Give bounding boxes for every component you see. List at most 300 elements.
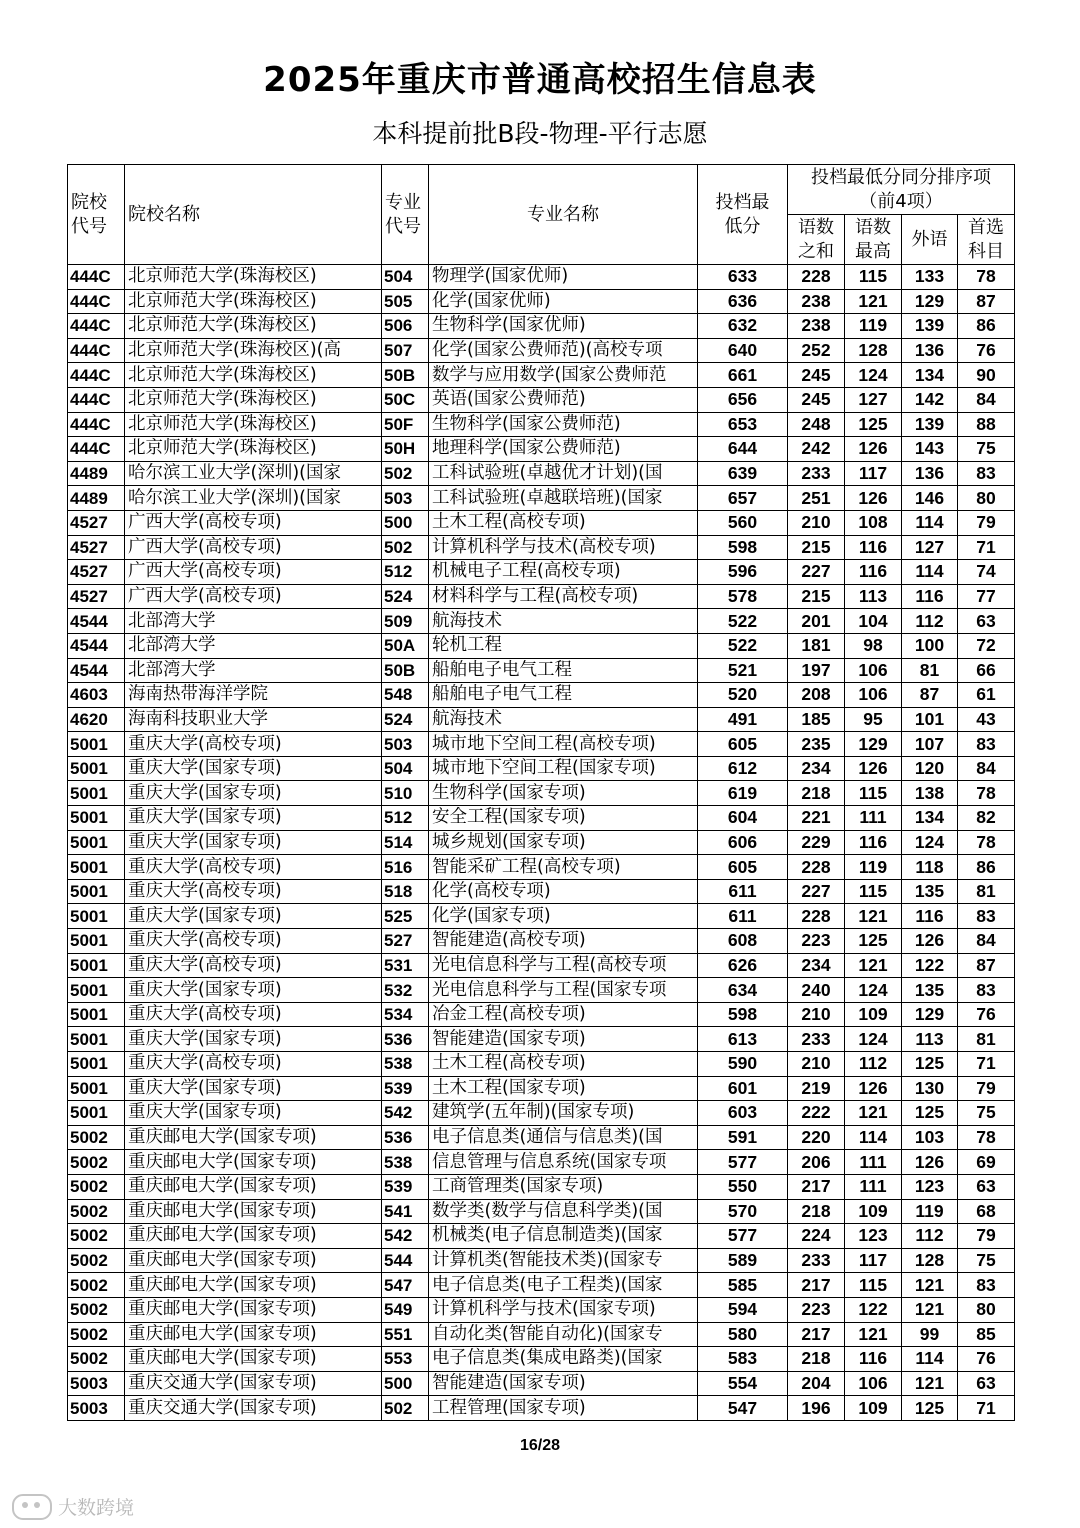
cell-chinese-math-sum: 224 [788, 1224, 845, 1249]
cell-major-name: 土木工程(高校专项) [429, 510, 698, 535]
cell-min-score: 619 [698, 781, 788, 806]
cell-school-code: 5002 [68, 1224, 125, 1249]
cell-school-code: 444C [68, 338, 125, 363]
cell-school-name: 哈尔滨工业大学(深圳)(国家 [125, 461, 382, 486]
cell-major-name: 机械类(电子信息制造类)(国家 [429, 1224, 698, 1249]
cell-first-subject: 87 [958, 953, 1015, 978]
cell-major-name: 城市地下空间工程(国家专项) [429, 756, 698, 781]
cell-first-subject: 86 [958, 314, 1015, 339]
cell-major-code: 524 [382, 584, 429, 609]
cell-foreign-language: 136 [902, 338, 958, 363]
cell-min-score: 653 [698, 412, 788, 437]
cell-major-name: 城市地下空间工程(高校专项) [429, 732, 698, 757]
brand-watermark [12, 1493, 134, 1520]
cell-chinese-math-max: 116 [845, 560, 902, 585]
cell-foreign-language: 125 [902, 1396, 958, 1421]
header-sub-3: 外语 [902, 215, 958, 265]
table-row [68, 535, 1015, 560]
cell-major-code: 500 [382, 510, 429, 535]
cell-min-score: 520 [698, 683, 788, 708]
cell-foreign-language: 134 [902, 363, 958, 388]
cell-school-name: 重庆邮电大学(国家专项) [125, 1297, 382, 1322]
cell-school-code: 5002 [68, 1273, 125, 1298]
cell-major-code: 544 [382, 1248, 429, 1273]
cell-min-score: 577 [698, 1224, 788, 1249]
cell-major-code: 525 [382, 904, 429, 929]
cell-school-code: 5002 [68, 1248, 125, 1273]
table-row [68, 584, 1015, 609]
cell-min-score: 577 [698, 1150, 788, 1175]
cell-major-name: 电子信息类(通信与信息类)(国 [429, 1125, 698, 1150]
cell-school-name: 重庆邮电大学(国家专项) [125, 1347, 382, 1372]
cell-chinese-math-max: 126 [845, 486, 902, 511]
table-row [68, 510, 1015, 535]
cell-min-score: 606 [698, 830, 788, 855]
cell-school-code: 5002 [68, 1322, 125, 1347]
cell-foreign-language: 146 [902, 486, 958, 511]
cell-school-name: 重庆邮电大学(国家专项) [125, 1248, 382, 1273]
cell-major-name: 冶金工程(高校专项) [429, 1002, 698, 1027]
cell-school-name: 重庆大学(国家专项) [125, 1101, 382, 1126]
cell-chinese-math-sum: 204 [788, 1371, 845, 1396]
cell-school-name: 重庆大学(国家专项) [125, 830, 382, 855]
table-row [68, 363, 1015, 388]
table-row [68, 781, 1015, 806]
table-row [68, 1002, 1015, 1027]
cell-foreign-language: 125 [902, 1101, 958, 1126]
cell-school-name: 重庆大学(高校专项) [125, 953, 382, 978]
cell-min-score: 603 [698, 1101, 788, 1126]
cell-chinese-math-sum: 218 [788, 1199, 845, 1224]
cell-chinese-math-max: 106 [845, 658, 902, 683]
cell-foreign-language: 135 [902, 879, 958, 904]
cell-school-code: 5002 [68, 1347, 125, 1372]
cell-first-subject: 68 [958, 1199, 1015, 1224]
cell-chinese-math-max: 119 [845, 314, 902, 339]
cell-foreign-language: 126 [902, 1150, 958, 1175]
cell-chinese-math-max: 108 [845, 510, 902, 535]
cell-first-subject: 63 [958, 1371, 1015, 1396]
cell-school-code: 444C [68, 437, 125, 462]
table-row [68, 830, 1015, 855]
table-row [68, 707, 1015, 732]
cell-first-subject: 83 [958, 978, 1015, 1003]
cell-school-name: 重庆邮电大学(国家专项) [125, 1125, 382, 1150]
cell-first-subject: 79 [958, 1076, 1015, 1101]
cell-major-code: 516 [382, 855, 429, 880]
cell-first-subject: 75 [958, 1248, 1015, 1273]
cell-chinese-math-sum: 206 [788, 1150, 845, 1175]
cell-major-name: 材料科学与工程(高校专项) [429, 584, 698, 609]
cell-first-subject: 83 [958, 732, 1015, 757]
cell-major-code: 507 [382, 338, 429, 363]
cell-min-score: 578 [698, 584, 788, 609]
cell-first-subject: 78 [958, 265, 1015, 290]
cell-major-code: 50B [382, 658, 429, 683]
cell-major-code: 538 [382, 1150, 429, 1175]
cell-first-subject: 76 [958, 338, 1015, 363]
cell-min-score: 656 [698, 387, 788, 412]
cell-chinese-math-sum: 248 [788, 412, 845, 437]
cell-major-code: 50C [382, 387, 429, 412]
cell-foreign-language: 118 [902, 855, 958, 880]
cell-major-code: 536 [382, 1125, 429, 1150]
cell-major-name: 土木工程(国家专项) [429, 1076, 698, 1101]
cell-foreign-language: 143 [902, 437, 958, 462]
cell-school-code: 5001 [68, 1052, 125, 1077]
cell-foreign-language: 81 [902, 658, 958, 683]
cell-school-name: 重庆邮电大学(国家专项) [125, 1199, 382, 1224]
cell-major-name: 建筑学(五年制)(国家专项) [429, 1101, 698, 1126]
cell-chinese-math-sum: 201 [788, 609, 845, 634]
cell-first-subject: 43 [958, 707, 1015, 732]
table-row [68, 1199, 1015, 1224]
cell-chinese-math-sum: 221 [788, 806, 845, 831]
header-sub-2: 语数最高 [845, 215, 902, 265]
cell-school-name: 北部湾大学 [125, 633, 382, 658]
cell-major-code: 539 [382, 1076, 429, 1101]
cell-chinese-math-max: 121 [845, 1101, 902, 1126]
cell-chinese-math-sum: 217 [788, 1273, 845, 1298]
table-row [68, 1076, 1015, 1101]
cell-school-code: 4527 [68, 535, 125, 560]
cell-school-name: 广西大学(高校专项) [125, 510, 382, 535]
cell-chinese-math-sum: 251 [788, 486, 845, 511]
cell-chinese-math-sum: 233 [788, 1248, 845, 1273]
cell-chinese-math-sum: 218 [788, 1347, 845, 1372]
cell-school-name: 哈尔滨工业大学(深圳)(国家 [125, 486, 382, 511]
cell-school-code: 4527 [68, 560, 125, 585]
cell-major-code: 500 [382, 1371, 429, 1396]
cell-chinese-math-sum: 217 [788, 1174, 845, 1199]
cell-major-name: 光电信息科学与工程(国家专项 [429, 978, 698, 1003]
cell-school-name: 北京师范大学(珠海校区) [125, 265, 382, 290]
cell-major-name: 电子信息类(电子工程类)(国家 [429, 1273, 698, 1298]
table-row [68, 437, 1015, 462]
table-row [68, 879, 1015, 904]
cell-school-name: 重庆大学(国家专项) [125, 781, 382, 806]
cell-major-name: 物理学(国家优师) [429, 265, 698, 290]
cell-foreign-language: 136 [902, 461, 958, 486]
table-row [68, 486, 1015, 511]
cell-major-name: 化学(国家优师) [429, 289, 698, 314]
cell-major-code: 502 [382, 1396, 429, 1421]
cell-first-subject: 83 [958, 461, 1015, 486]
cell-chinese-math-sum: 233 [788, 461, 845, 486]
cell-chinese-math-sum: 233 [788, 1027, 845, 1052]
cell-foreign-language: 129 [902, 1002, 958, 1027]
table-row [68, 806, 1015, 831]
cell-school-name: 重庆大学(高校专项) [125, 1052, 382, 1077]
cell-chinese-math-sum: 222 [788, 1101, 845, 1126]
cell-major-code: 536 [382, 1027, 429, 1052]
cell-chinese-math-max: 104 [845, 609, 902, 634]
cell-chinese-math-sum: 238 [788, 314, 845, 339]
cell-major-name: 智能采矿工程(高校专项) [429, 855, 698, 880]
cell-school-name: 重庆大学(国家专项) [125, 978, 382, 1003]
cell-first-subject: 69 [958, 1150, 1015, 1175]
cell-chinese-math-max: 121 [845, 1322, 902, 1347]
cell-chinese-math-sum: 234 [788, 953, 845, 978]
cell-foreign-language: 123 [902, 1174, 958, 1199]
cell-first-subject: 78 [958, 781, 1015, 806]
cell-school-code: 444C [68, 289, 125, 314]
cell-school-name: 海南科技职业大学 [125, 707, 382, 732]
cell-chinese-math-sum: 227 [788, 879, 845, 904]
cell-major-name: 城乡规划(国家专项) [429, 830, 698, 855]
cell-first-subject: 79 [958, 1224, 1015, 1249]
cell-min-score: 613 [698, 1027, 788, 1052]
cell-school-name: 重庆大学(高校专项) [125, 855, 382, 880]
cell-school-code: 5001 [68, 1076, 125, 1101]
header-major-name: 专业名称 [429, 165, 698, 265]
cell-school-code: 444C [68, 387, 125, 412]
cell-major-code: 527 [382, 929, 429, 954]
cell-chinese-math-sum: 210 [788, 510, 845, 535]
cell-min-score: 636 [698, 289, 788, 314]
cell-min-score: 580 [698, 1322, 788, 1347]
cell-school-code: 4489 [68, 486, 125, 511]
cell-chinese-math-sum: 228 [788, 904, 845, 929]
cell-foreign-language: 116 [902, 584, 958, 609]
cell-min-score: 598 [698, 535, 788, 560]
cell-major-code: 512 [382, 806, 429, 831]
cell-major-name: 化学(国家专项) [429, 904, 698, 929]
cell-chinese-math-sum: 242 [788, 437, 845, 462]
cell-major-code: 50B [382, 363, 429, 388]
cell-first-subject: 80 [958, 486, 1015, 511]
cell-major-code: 551 [382, 1322, 429, 1347]
cell-chinese-math-max: 115 [845, 879, 902, 904]
cell-school-code: 5001 [68, 904, 125, 929]
cell-min-score: 644 [698, 437, 788, 462]
cell-chinese-math-max: 114 [845, 1125, 902, 1150]
cell-foreign-language: 122 [902, 953, 958, 978]
cell-major-code: 539 [382, 1174, 429, 1199]
table-row [68, 289, 1015, 314]
admission-table [67, 164, 1015, 1421]
cell-chinese-math-sum: 228 [788, 855, 845, 880]
table-row [68, 338, 1015, 363]
cell-major-name: 智能建造(高校专项) [429, 929, 698, 954]
cell-chinese-math-max: 112 [845, 1052, 902, 1077]
cell-school-code: 5002 [68, 1199, 125, 1224]
cell-first-subject: 75 [958, 1101, 1015, 1126]
table-row [68, 855, 1015, 880]
cell-chinese-math-sum: 235 [788, 732, 845, 757]
cell-min-score: 611 [698, 904, 788, 929]
cell-foreign-language: 113 [902, 1027, 958, 1052]
cell-school-code: 444C [68, 314, 125, 339]
cell-school-code: 444C [68, 265, 125, 290]
cell-foreign-language: 135 [902, 978, 958, 1003]
cell-first-subject: 76 [958, 1347, 1015, 1372]
cell-major-code: 50A [382, 633, 429, 658]
cell-school-code: 5001 [68, 879, 125, 904]
cell-foreign-language: 121 [902, 1371, 958, 1396]
cell-major-name: 计算机科学与技术(国家专项) [429, 1297, 698, 1322]
cell-chinese-math-max: 119 [845, 855, 902, 880]
cell-min-score: 547 [698, 1396, 788, 1421]
page-title: 2025年重庆市普通高校招生信息表 [263, 60, 817, 100]
cell-min-score: 554 [698, 1371, 788, 1396]
table-row [68, 904, 1015, 929]
cell-first-subject: 77 [958, 584, 1015, 609]
table-row [68, 412, 1015, 437]
cell-chinese-math-sum: 181 [788, 633, 845, 658]
cell-major-name: 数学与应用数学(国家公费师范 [429, 363, 698, 388]
cell-school-code: 5002 [68, 1150, 125, 1175]
cell-chinese-math-max: 116 [845, 535, 902, 560]
cell-major-code: 506 [382, 314, 429, 339]
cell-min-score: 596 [698, 560, 788, 585]
cell-min-score: 608 [698, 929, 788, 954]
cell-school-name: 重庆大学(国家专项) [125, 1027, 382, 1052]
cell-major-code: 547 [382, 1273, 429, 1298]
cell-first-subject: 75 [958, 437, 1015, 462]
cell-chinese-math-max: 126 [845, 437, 902, 462]
cell-major-name: 信息管理与信息系统(国家专项 [429, 1150, 698, 1175]
cell-min-score: 570 [698, 1199, 788, 1224]
cell-major-name: 生物科学(国家优师) [429, 314, 698, 339]
cell-school-name: 重庆邮电大学(国家专项) [125, 1322, 382, 1347]
cell-foreign-language: 133 [902, 265, 958, 290]
cell-chinese-math-sum: 210 [788, 1052, 845, 1077]
cell-chinese-math-max: 117 [845, 1248, 902, 1273]
cell-school-code: 5001 [68, 756, 125, 781]
cell-min-score: 585 [698, 1273, 788, 1298]
cell-chinese-math-max: 109 [845, 1396, 902, 1421]
cell-major-code: 518 [382, 879, 429, 904]
cell-major-code: 502 [382, 535, 429, 560]
cell-foreign-language: 124 [902, 830, 958, 855]
table-row [68, 1297, 1015, 1322]
cell-chinese-math-sum: 196 [788, 1396, 845, 1421]
admission-table-container [67, 164, 1014, 1421]
table-row [68, 633, 1015, 658]
cell-major-code: 510 [382, 781, 429, 806]
table-row [68, 1396, 1015, 1421]
cell-foreign-language: 99 [902, 1322, 958, 1347]
cell-first-subject: 81 [958, 879, 1015, 904]
cell-school-name: 重庆交通大学(国家专项) [125, 1371, 382, 1396]
cell-chinese-math-max: 106 [845, 683, 902, 708]
cell-chinese-math-max: 115 [845, 265, 902, 290]
table-row [68, 387, 1015, 412]
cell-school-name: 重庆大学(国家专项) [125, 904, 382, 929]
cell-first-subject: 71 [958, 1052, 1015, 1077]
header-min-score: 投档最低分 [698, 165, 788, 265]
table-row [68, 1248, 1015, 1273]
cell-foreign-language: 130 [902, 1076, 958, 1101]
page-subtitle: 本科提前批B段-物理-平行志愿 [372, 119, 708, 148]
cell-major-code: 504 [382, 756, 429, 781]
table-row [68, 1371, 1015, 1396]
cell-school-code: 4527 [68, 584, 125, 609]
cell-first-subject: 76 [958, 1002, 1015, 1027]
cell-min-score: 632 [698, 314, 788, 339]
cell-major-code: 512 [382, 560, 429, 585]
cell-foreign-language: 112 [902, 1224, 958, 1249]
table-row [68, 609, 1015, 634]
cell-foreign-language: 127 [902, 535, 958, 560]
cell-school-name: 北京师范大学(珠海校区) [125, 387, 382, 412]
cell-first-subject: 74 [958, 560, 1015, 585]
cell-major-code: 532 [382, 978, 429, 1003]
cell-major-code: 553 [382, 1347, 429, 1372]
table-row [68, 732, 1015, 757]
cell-chinese-math-max: 111 [845, 1150, 902, 1175]
cell-major-name: 机械电子工程(高校专项) [429, 560, 698, 585]
table-row [68, 1027, 1015, 1052]
cell-major-code: 531 [382, 953, 429, 978]
cell-first-subject: 90 [958, 363, 1015, 388]
cell-chinese-math-sum: 238 [788, 289, 845, 314]
cell-chinese-math-sum: 215 [788, 535, 845, 560]
cell-school-name: 北京师范大学(珠海校区) [125, 289, 382, 314]
cell-school-name: 北京师范大学(珠海校区) [125, 314, 382, 339]
cell-school-code: 4544 [68, 658, 125, 683]
cell-school-code: 5001 [68, 978, 125, 1003]
cell-major-name: 航海技术 [429, 707, 698, 732]
cell-min-score: 601 [698, 1076, 788, 1101]
cell-min-score: 491 [698, 707, 788, 732]
cell-chinese-math-max: 115 [845, 1273, 902, 1298]
cell-min-score: 626 [698, 953, 788, 978]
cell-chinese-math-sum: 227 [788, 560, 845, 585]
table-row [68, 1224, 1015, 1249]
header-major-code: 专业代号 [382, 165, 429, 265]
cell-school-code: 444C [68, 412, 125, 437]
cell-first-subject: 84 [958, 387, 1015, 412]
table-row [68, 756, 1015, 781]
cell-chinese-math-sum: 245 [788, 363, 845, 388]
cell-major-name: 智能建造(国家专项) [429, 1371, 698, 1396]
cell-school-name: 重庆大学(高校专项) [125, 929, 382, 954]
cell-min-score: 634 [698, 978, 788, 1003]
cell-first-subject: 79 [958, 510, 1015, 535]
cell-major-name: 英语(国家公费师范) [429, 387, 698, 412]
cell-school-name: 北京师范大学(珠海校区) [125, 363, 382, 388]
cell-first-subject: 71 [958, 535, 1015, 560]
cell-school-code: 5001 [68, 855, 125, 880]
cell-school-name: 重庆交通大学(国家专项) [125, 1396, 382, 1421]
cell-major-name: 工科试验班(卓越联培班)(国家 [429, 486, 698, 511]
cell-foreign-language: 116 [902, 904, 958, 929]
cell-school-name: 重庆大学(国家专项) [125, 806, 382, 831]
cell-min-score: 605 [698, 732, 788, 757]
cell-min-score: 612 [698, 756, 788, 781]
cell-school-code: 5002 [68, 1125, 125, 1150]
cell-chinese-math-max: 111 [845, 1174, 902, 1199]
cell-foreign-language: 107 [902, 732, 958, 757]
cell-school-name: 重庆邮电大学(国家专项) [125, 1224, 382, 1249]
cell-first-subject: 78 [958, 1125, 1015, 1150]
header-sub-4: 首选科目 [958, 215, 1015, 265]
cell-major-code: 541 [382, 1199, 429, 1224]
cell-first-subject: 63 [958, 609, 1015, 634]
cell-school-name: 重庆大学(高校专项) [125, 879, 382, 904]
cell-school-code: 4544 [68, 633, 125, 658]
cell-foreign-language: 139 [902, 412, 958, 437]
table-row [68, 461, 1015, 486]
table-row [68, 1101, 1015, 1126]
cell-min-score: 521 [698, 658, 788, 683]
cell-chinese-math-max: 128 [845, 338, 902, 363]
cell-major-name: 生物科学(国家公费师范) [429, 412, 698, 437]
cell-school-code: 5001 [68, 806, 125, 831]
table-row [68, 978, 1015, 1003]
